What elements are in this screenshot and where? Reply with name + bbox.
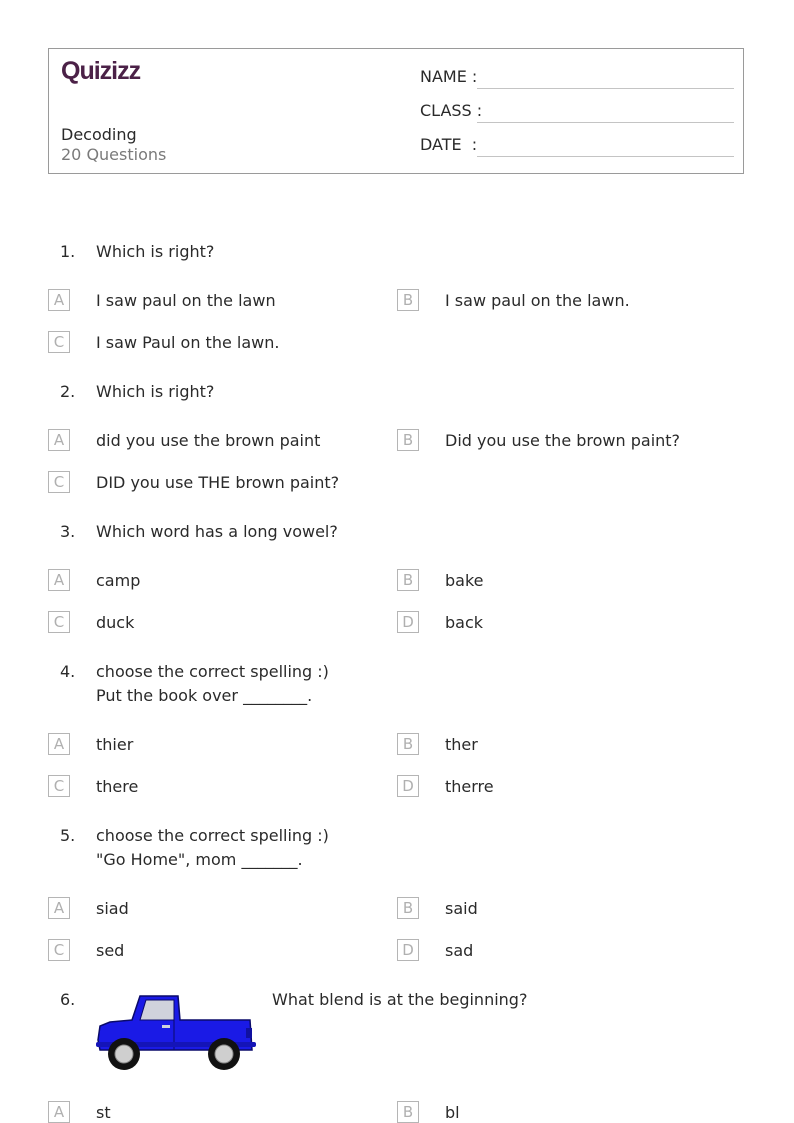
- question-1-option-b-text: I saw paul on the lawn.: [445, 291, 630, 310]
- question-6-line-1: What blend is at the beginning?: [272, 990, 528, 1009]
- question-5-option-c-text: sed: [96, 941, 125, 960]
- question-2-text: [96, 380, 214, 404]
- question-3-text: [96, 520, 338, 544]
- name-field[interactable]: [420, 67, 734, 91]
- question-4-option-d-box[interactable]: D: [397, 775, 419, 797]
- worksheet-title: Decoding: [61, 125, 137, 144]
- date-line[interactable]: [477, 156, 734, 157]
- question-3-option-b-text: bake: [445, 571, 484, 590]
- question-5-line-1: choose the correct spelling :): [96, 826, 329, 845]
- question-2-line-1: Which is right?: [96, 382, 215, 401]
- question-2-option-b-text: Did you use the brown paint?: [445, 431, 681, 450]
- question-4-line-1: choose the correct spelling :): [96, 662, 329, 681]
- question-count: 20 Questions: [61, 145, 167, 164]
- date-label: DATE :: [420, 135, 478, 154]
- worksheet-header: [48, 48, 744, 174]
- question-6-option-b-text: bl: [445, 1103, 460, 1122]
- question-4-line-2: Put the book over ________.: [96, 686, 313, 705]
- question-4-option-a-text: thier: [96, 735, 134, 754]
- question-3-option-d-text: back: [445, 613, 484, 632]
- question-2-option-a-text: did you use the brown paint: [96, 431, 321, 450]
- question-5-option-d-box[interactable]: D: [397, 939, 419, 961]
- class-line[interactable]: [477, 122, 734, 123]
- question-1-option-a-text: I saw paul on the lawn: [96, 291, 276, 310]
- question-5-option-c-box[interactable]: C: [48, 939, 70, 961]
- question-3-option-a-box[interactable]: A: [48, 569, 70, 591]
- question-2-number: 2.: [60, 382, 76, 401]
- question-5-option-a-text: siad: [96, 899, 129, 918]
- question-3-option-d-box[interactable]: D: [397, 611, 419, 633]
- question-3-line-1: Which word has a long vowel?: [96, 522, 338, 541]
- class-label: CLASS :: [420, 101, 483, 120]
- question-4-text: [96, 660, 329, 708]
- question-1-option-c-text: I saw Paul on the lawn.: [96, 333, 280, 352]
- question-3-option-c-box[interactable]: C: [48, 611, 70, 633]
- question-2-option-c-text: DID you use THE brown paint?: [96, 473, 340, 492]
- question-4-option-b-text: ther: [445, 735, 478, 754]
- question-1-option-b-box[interactable]: B: [397, 289, 419, 311]
- blue-pickup-truck-image: [96, 992, 256, 1074]
- class-field[interactable]: [420, 101, 734, 125]
- quizizz-logo: Quizizz: [61, 57, 141, 85]
- question-5-option-d-text: sad: [445, 941, 474, 960]
- question-5-option-a-box[interactable]: A: [48, 897, 70, 919]
- question-3-option-b-box[interactable]: B: [397, 569, 419, 591]
- name-line[interactable]: [477, 88, 734, 89]
- question-3-number: 3.: [60, 522, 76, 541]
- question-4-option-c-text: there: [96, 777, 139, 796]
- question-5-line-2: "Go Home", mom _______.: [96, 850, 303, 869]
- question-2-option-c-box[interactable]: C: [48, 471, 70, 493]
- question-3-option-a-text: camp: [96, 571, 141, 590]
- question-6-option-a-box[interactable]: A: [48, 1101, 70, 1123]
- question-1-text: [96, 240, 214, 264]
- question-1-option-a-box[interactable]: A: [48, 289, 70, 311]
- question-1-line-1: Which is right?: [96, 242, 215, 261]
- question-6-text: [272, 988, 527, 1012]
- date-field[interactable]: [420, 135, 734, 159]
- question-6-option-a-text: st: [96, 1103, 111, 1122]
- question-4-option-c-box[interactable]: C: [48, 775, 70, 797]
- question-4-option-d-text: therre: [445, 777, 494, 796]
- question-4-option-b-box[interactable]: B: [397, 733, 419, 755]
- question-6-option-b-box[interactable]: B: [397, 1101, 419, 1123]
- question-5-option-b-text: said: [445, 899, 478, 918]
- question-5-text: [96, 824, 329, 872]
- question-4-option-a-box[interactable]: A: [48, 733, 70, 755]
- question-1-number: 1.: [60, 242, 76, 261]
- question-2-option-a-box[interactable]: A: [48, 429, 70, 451]
- question-1-option-c-box[interactable]: C: [48, 331, 70, 353]
- question-4-number: 4.: [60, 662, 76, 681]
- question-2-option-b-box[interactable]: B: [397, 429, 419, 451]
- question-5-option-b-box[interactable]: B: [397, 897, 419, 919]
- name-label: NAME :: [420, 67, 478, 86]
- question-3-option-c-text: duck: [96, 613, 135, 632]
- question-6-number: 6.: [60, 990, 76, 1009]
- question-5-number: 5.: [60, 826, 76, 845]
